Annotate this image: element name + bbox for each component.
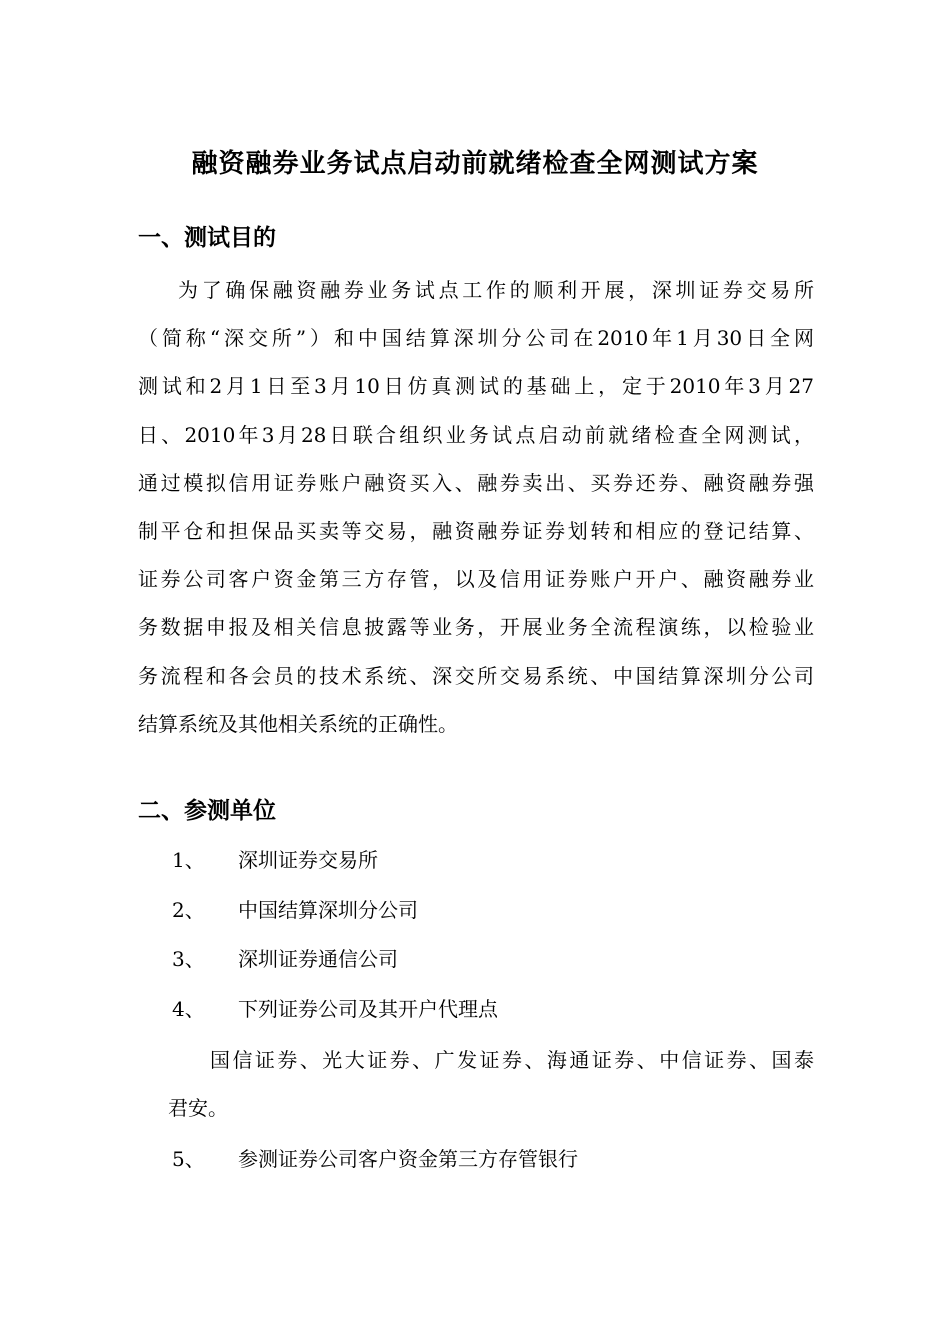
paragraph-line: 务流程和各会员的技术系统、深交所交易系统、中国结算深圳分公司 [138, 663, 814, 688]
section-heading-purpose: 一、测试目的 [138, 225, 276, 251]
paragraph-line: （简称“深交所”）和中国结算深圳分公司在2010年1月30日全网 [138, 326, 814, 351]
paragraph-line: 测试和2月1日至3月10日仿真测试的基础上，定于2010年3月27 [138, 374, 814, 399]
list-item-number: 5、 [172, 1147, 205, 1171]
list-item [172, 944, 398, 974]
paragraph-line: 通过模拟信用证券账户融资买入、融券卖出、买券还券、融资融券强 [138, 470, 814, 495]
paragraph-line: 为了确保融资融券业务试点工作的顺利开展，深圳证券交易所 [178, 278, 814, 302]
purpose-paragraph [138, 266, 814, 748]
broker-list-line: 君安。 [168, 1096, 228, 1120]
broker-list [168, 1045, 814, 1123]
paragraph-line: 务数据申报及相关信息披露等业务，开展业务全流程演练，以检验业 [138, 615, 814, 640]
list-item-text: 参测证券公司客户资金第三方存管银行 [238, 1147, 578, 1171]
list-item-text: 深圳证券交易所 [238, 848, 378, 872]
list-item-text: 深圳证券通信公司 [238, 947, 398, 971]
section-heading-participants: 二、参测单位 [138, 798, 276, 824]
list-item-number: 1、 [172, 848, 205, 872]
broker-list-line: 国信证券、光大证券、广发证券、海通证券、中信证券、国泰 [210, 1048, 814, 1072]
list-item [172, 845, 378, 875]
paragraph-line: 日、2010年3月28日联合组织业务试点启动前就绪检查全网测试， [138, 422, 814, 447]
list-item-text: 下列证券公司及其开户代理点 [238, 997, 498, 1021]
list-item [172, 994, 498, 1024]
document-title: 融资融券业务试点启动前就绪检查全网测试方案 [191, 149, 759, 179]
paragraph-line: 证券公司客户资金第三方存管，以及信用证券账户开户、融资融券业 [138, 567, 814, 592]
list-item-number: 3、 [172, 947, 205, 971]
list-item-number: 4、 [172, 997, 205, 1021]
paragraph-line: 结算系统及其他相关系统的正确性。 [138, 711, 458, 736]
list-item-number: 2、 [172, 898, 205, 922]
list-item [172, 1144, 578, 1174]
list-item [172, 895, 418, 925]
paragraph-line: 制平仓和担保品买卖等交易，融资融券证券划转和相应的登记结算、 [138, 519, 814, 544]
list-item-text: 中国结算深圳分公司 [238, 898, 418, 922]
